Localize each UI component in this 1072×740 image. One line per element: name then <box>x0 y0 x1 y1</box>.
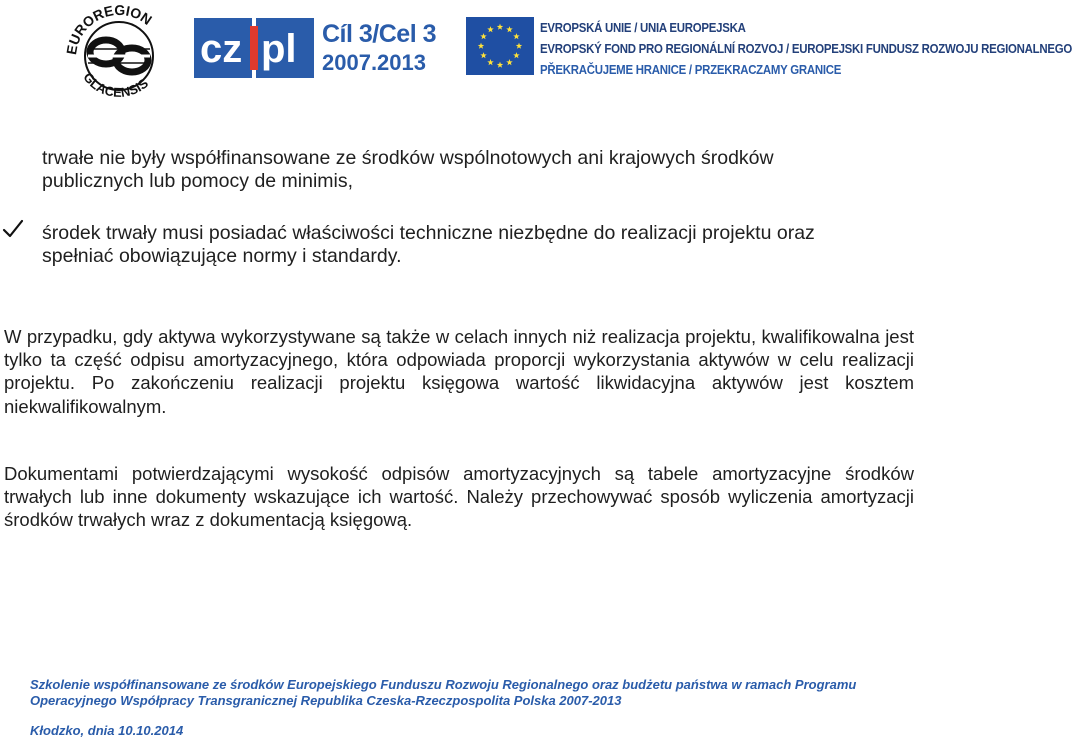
czpl-logo <box>194 18 436 80</box>
bullet-item-2: środek trwały musi posiadać właściwości techniczne niezbędne do realizacji projektu oraz spełniać obowiązujące normy i standardy. <box>42 222 815 267</box>
svg-text:GLACENSIS: GLACENSIS <box>80 69 151 101</box>
svg-text:EUROREGION: EUROREGION <box>63 2 155 56</box>
footer-line-2: Operacyjnego Współpracy Transgranicznej Republika Czeska-Rzeczpospolita Polska 2007-2013 <box>30 693 622 708</box>
paragraph-1: W przypadku, gdy aktywa wykorzystywane są także w celach innych niż realizacja projektu, kwalifikowalna jest tylko ta część odpisu amortyzacyjnego, która odpowiada proporcji wykorzystania aktywów w celu realizacji projektu. Po zakończeniu realizacji projektu księgowa wartość likwidacyjna aktywów jest kosztem niekwalifikowalnym. <box>4 326 914 417</box>
footer-line-1: Szkolenie współfinansowane ze środków Europejskiego Funduszu Rozwoju Regionalnego oraz budżetu państwa w ramach Programu <box>30 677 857 692</box>
eu-text-block <box>540 17 1072 80</box>
svg-text:pl: pl <box>261 27 297 71</box>
eu-text-line-2: EVROPSKÝ FOND PRO REGIONÁLNÍ ROZVOJ / EUROPEJSKI FUNDUSZ ROZWOJU REGIONALNEGO <box>540 41 1072 56</box>
header-logos <box>0 0 1072 110</box>
euroregion-glacensis-logo <box>60 2 178 106</box>
bullet-item-1: trwałe nie były współfinansowane ze środków wspólnotowych ani krajowych środków publicznych lub pomocy de minimis, <box>42 147 774 192</box>
eu-flag-icon <box>466 17 534 75</box>
checkmark-icon <box>2 218 24 240</box>
czpl-mark <box>194 18 318 80</box>
svg-text:cz: cz <box>200 27 243 71</box>
program-name: Cíl 3/Cel 3 <box>322 20 436 48</box>
paragraph-2: Dokumentami potwierdzającymi wysokość odpisów amortyzacyjnych są tabele amortyzacyjne środków trwałych lub inne dokumenty wskazujące ich wartość. Należy przechowywać sposób wyliczenia amortyzacji środków trwałych wraz z dokumentacją księgową. <box>4 463 914 531</box>
eu-text-line-1: EVROPSKÁ UNIE / UNIA EUROPEJSKA <box>540 20 746 35</box>
footer-date: Kłodzko, dnia 10.10.2014 <box>30 723 184 738</box>
eu-text-line-3: PŘEKRAČUJEME HRANICE / PRZEKRACZAMY GRANICE <box>540 62 842 77</box>
program-years: 2007.2013 <box>322 50 426 75</box>
